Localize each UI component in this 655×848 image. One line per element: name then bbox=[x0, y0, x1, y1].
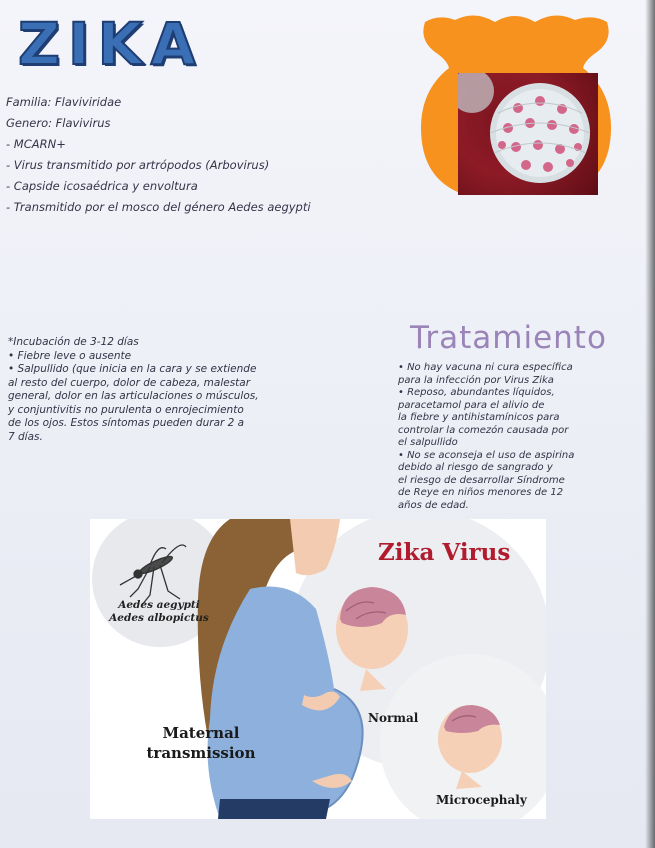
treatment-heading: Tratamiento bbox=[410, 320, 607, 356]
treatment-line: años de edad. bbox=[398, 499, 469, 511]
symptom-line: de los ojos. Estos síntomas pueden durar 2 a bbox=[8, 417, 245, 429]
treatment-line: el riesgo de desarrollar Síndrome bbox=[398, 474, 565, 486]
symptom-line: 7 días. bbox=[8, 430, 43, 443]
treatment-notes bbox=[398, 362, 634, 512]
maternal-label: transmission bbox=[146, 744, 256, 762]
poster-normal-label: Normal bbox=[368, 711, 419, 725]
treatment-line: el salpullido bbox=[398, 437, 458, 448]
symptom-line: y conjuntivitis no purulenta o enrojecimiento bbox=[8, 403, 244, 416]
species-label: Aedes albopictus bbox=[109, 612, 209, 624]
note-family: Familia: Flaviviridae bbox=[6, 95, 122, 109]
note-genus: Genero: Flavivirus bbox=[6, 116, 111, 130]
symptom-line: general, dolor en las articulaciones o músculos, bbox=[8, 390, 259, 402]
treatment-line: de Reye en niños menores de 12 bbox=[398, 487, 564, 498]
page-edge-shadow bbox=[645, 0, 655, 848]
zika-virus-image bbox=[458, 73, 598, 195]
symptom-line: • Salpullido (que inicia en la cara y se extiende bbox=[8, 363, 257, 375]
poster-maternal-transmission bbox=[126, 723, 276, 763]
note-capsid: - Capside icosaédrica y envoltura bbox=[6, 179, 198, 193]
treatment-line: paracetamol para el alivio de bbox=[398, 399, 545, 411]
treatment-line: para la infección por Virus Zika bbox=[398, 374, 554, 386]
symptom-line: *Incubación de 3-12 días bbox=[8, 336, 139, 348]
poster-species bbox=[104, 599, 214, 625]
note-vector: - Transmitido por el mosco del género Aedes aegypti bbox=[6, 200, 311, 214]
maternal-label: Maternal bbox=[162, 724, 240, 742]
note-arbovirus: - Virus transmitido por artrópodos (Arbovirus) bbox=[6, 158, 270, 172]
virus-notes bbox=[6, 92, 406, 218]
symptom-line: • Fiebre leve o ausente bbox=[8, 349, 132, 362]
treatment-line: la fiebre y antihistamínicos para bbox=[398, 412, 560, 423]
zika-poster-image bbox=[90, 519, 546, 819]
treatment-line: controlar la comezón causada por bbox=[398, 424, 569, 436]
poster-title: Zika Virus bbox=[378, 539, 511, 566]
treatment-line: • Reposo, abundantes líquidos, bbox=[398, 387, 555, 398]
treatment-line: debido al riesgo de sangrado y bbox=[398, 462, 553, 473]
symptoms-notes bbox=[8, 336, 358, 444]
note-genome: - MCARN+ bbox=[6, 137, 66, 151]
poster-microcephaly-label: Microcephaly bbox=[436, 793, 527, 807]
treatment-line: • No hay vacuna ni cura específica bbox=[398, 362, 573, 373]
page-title: ZIKA bbox=[18, 10, 204, 78]
treatment-line: • No se aconseja el uso de aspirina bbox=[398, 449, 575, 461]
species-label: Aedes aegypti bbox=[118, 599, 200, 611]
symptom-line: al resto del cuerpo, dolor de cabeza, malestar bbox=[8, 376, 251, 389]
